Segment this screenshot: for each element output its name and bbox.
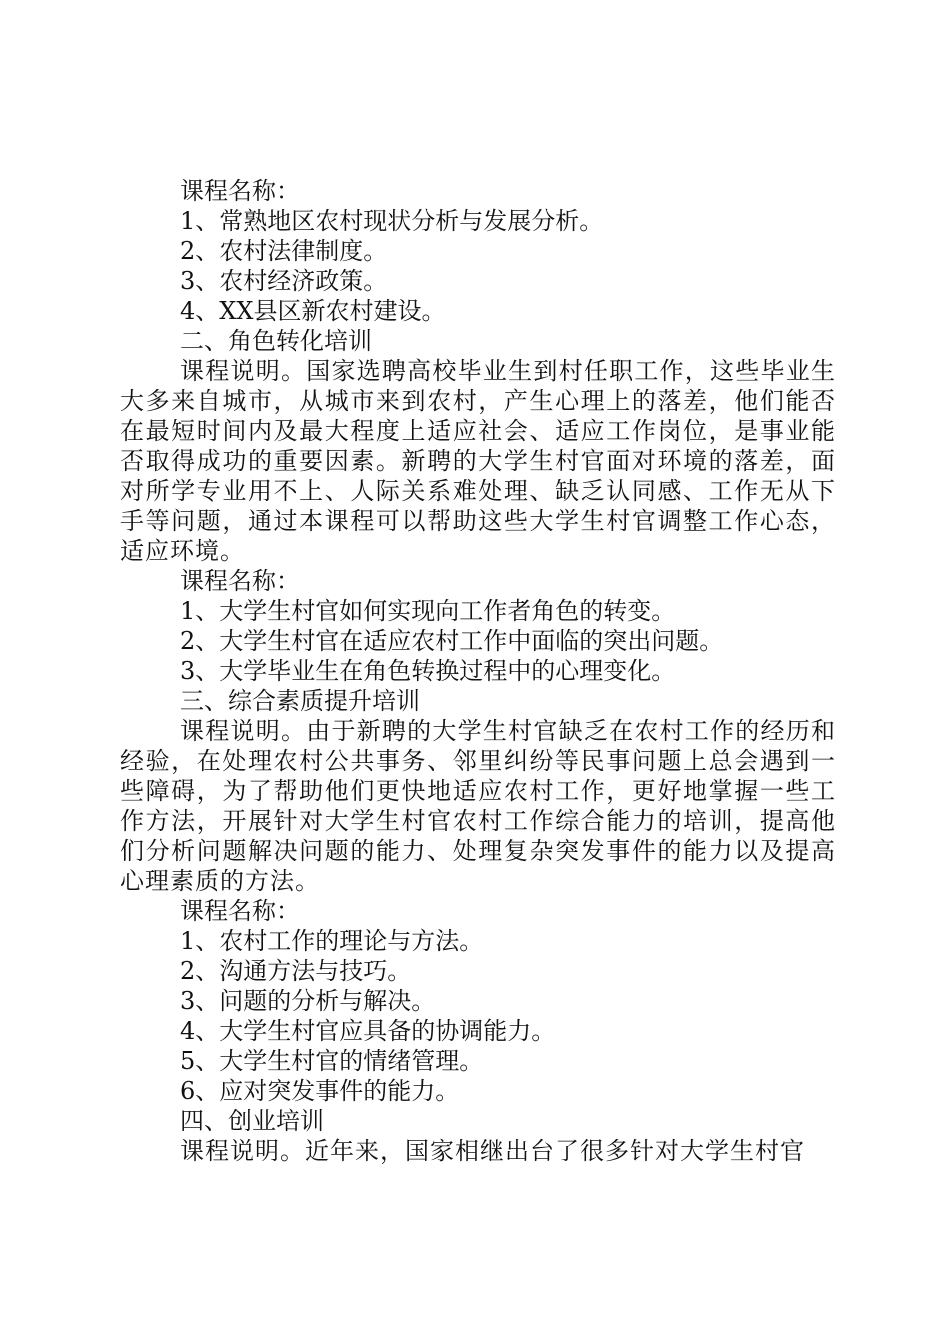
course-names-label: 课程名称： [180,897,300,925]
course-item: 1、农村工作的理论与方法。 [180,927,484,955]
course-names-label: 课程名称： [180,567,300,595]
course-item: 4、大学生村官应具备的协调能力。 [180,1017,556,1045]
course-item: 3、问题的分析与解决。 [180,987,436,1015]
course-description: 课程说明。近年来，国家相继出台了很多针对大学生村官 [180,1137,805,1165]
course-item: 3、农村经济政策。 [180,267,388,295]
course-item: 3、大学毕业生在角色转换过程中的心理变化。 [180,657,676,685]
section-heading: 三、综合素质提升培训 [180,687,420,715]
course-description: 课程说明。国家选聘高校毕业生到村任职工作，这些毕业生大多来自城市，从城市来到农村，产生心理上的落差，他们能否在最短时间内及最大程度上适应社会、适应工作岗位，是事业能否取得成功的重要因素。新聘的大学生村官面对环境的落差，面对所学专业用不上、人际关系难处理、缺乏认同感、工作无从下手等问题，通过本课程可以帮助这些大学生村官调整工作心态，适应环境。 [120,357,836,565]
course-item: 4、XX县区新农村建设。 [180,297,446,325]
course-item: 2、大学生村官在适应农村工作中面临的突出问题。 [180,627,724,655]
course-item: 2、农村法律制度。 [180,237,388,265]
course-description: 课程说明。由于新聘的大学生村官缺乏在农村工作的经历和经验，在处理农村公共事务、邻里纠纷等民事问题上总会遇到一些障碍，为了帮助他们更快地适应农村工作，更好地掌握一些工作方法，开展针对大学生村官农村工作综合能力的培训，提高他们分析问题解决问题的能力、处理复杂突发事件的能力以及提高心理素质的方法。 [120,717,836,895]
course-item: 5、大学生村官的情绪管理。 [180,1047,484,1075]
course-names-label: 课程名称： [180,177,300,205]
course-item: 2、沟通方法与技巧。 [180,957,412,985]
section-heading: 四、创业培训 [180,1107,324,1135]
section-heading: 二、角色转化培训 [180,327,372,355]
document-body [120,176,836,1166]
course-item: 6、应对突发事件的能力。 [180,1077,460,1105]
course-item: 1、大学生村官如何实现向工作者角色的转变。 [180,597,676,625]
course-item: 1、常熟地区农村现状分析与发展分析。 [180,207,604,235]
